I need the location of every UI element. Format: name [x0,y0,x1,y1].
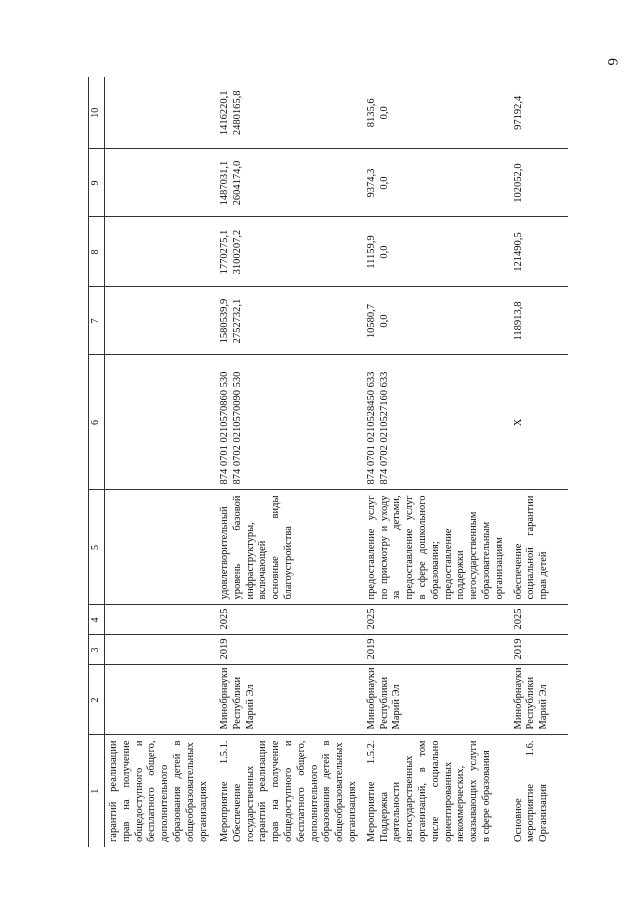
start-year-cell: 2019 [363,635,510,665]
amount-value: 102052,0 [512,163,524,203]
budget-code-cell [216,355,363,490]
table-header-row [89,77,105,847]
header-cell: 1 [89,735,105,847]
header-cell: 9 [89,149,105,217]
amount-value: 0,0 [378,314,390,328]
table-row-main-activity-1-6 [510,77,568,847]
amount-cell [363,77,510,149]
header-cell: 4 [89,605,105,635]
amount-cell [216,149,363,217]
result-cell: предоставление услуг по присмотру и уходу за детьми, предоставление услуг в сфере дошкольного образования; предоставление поддержки негосударственным образовательным организациям [363,490,510,605]
executor-cell: Минобрнауки Республики Марий Эл [510,665,568,735]
executor-cell: Минобрнауки Республики Марий Эл [363,665,510,735]
start-year-cell: 2019 [510,635,568,665]
executor-cell [105,665,217,735]
budget-code-cell [105,355,217,490]
header-cell: 2 [89,665,105,735]
amount-cell [216,77,363,149]
activity-name-cell: Мероприятие 1.5.2. Поддержка деятельности негосударственных организаций, в том числе социально ориентированных некоммерческих, оказывающих услуги в сфере образования [365,740,492,842]
end-year-cell [105,605,217,635]
header-cell: 3 [89,635,105,665]
end-year-cell: 2025 [363,605,510,635]
activity-name-cell: гарантий реализации прав на получение общедоступного и бесплатного общего, дополнительного образования детей в общеобразовательных организациях [108,740,209,842]
amount-cell [216,287,363,355]
start-year-cell: 2019 [216,635,363,665]
amount-value: 2480165,8 [231,90,243,136]
amount-cell [510,217,568,287]
start-year-cell [105,635,217,665]
amount-cell [363,287,510,355]
amount-cell [510,149,568,217]
amount-value: 9374,3 [365,168,377,198]
result-cell: обеспечение социальной гарантии прав детей [510,490,568,605]
amount-cell [105,217,217,287]
result-cell: удовлетворительный уровень базовой инфраструктуры, включающей основные виды благоустройства [216,490,363,605]
budget-code: 874 0701 0210570860 530 [219,371,230,485]
page-number: 6 [604,58,620,66]
amount-cell [363,217,510,287]
amount-value: 11159,9 [365,235,377,269]
result-cell [105,490,217,605]
activity-name-cell: Основное мероприятие 1.6. Организация [512,740,550,842]
amount-value: 0,0 [378,245,390,259]
program-activities-table [88,77,568,847]
amount-value: 2604174,0 [231,160,243,206]
amount-value: 2752732,1 [231,298,243,344]
amount-cell [363,149,510,217]
amount-value: 8135,6 [365,98,377,128]
amount-value: 1416220,1 [219,90,230,136]
executor-cell: Минобрнауки Республики Марий Эл [216,665,363,735]
amount-value: 121490,5 [512,232,524,272]
activity-name-cell: Мероприятие 1.5.1. Обеспечение государственных гарантий реализации прав на получение общедоступного и бесплатного общего, дополнительного образования детей в общеобразовательных организациях [219,740,358,842]
amount-cell [216,217,363,287]
table-row-continuation [105,77,217,847]
header-cell: 10 [89,77,105,149]
amount-cell [105,77,217,149]
end-year-cell: 2025 [216,605,363,635]
header-cell: 8 [89,217,105,287]
budget-code: 874 0702 0210527160 633 [378,371,390,485]
header-cell: 7 [89,287,105,355]
amount-value: 1487031,1 [219,160,230,206]
amount-cell [510,77,568,149]
header-cell: 6 [89,355,105,490]
amount-value: 10580,7 [365,303,377,339]
amount-value: 97192,4 [512,95,524,130]
amount-cell [105,149,217,217]
amount-value: 0,0 [378,106,390,120]
amount-value: 118913,8 [512,301,524,341]
budget-code: 874 0702 0210570090 530 [231,371,243,485]
budget-code-cell [363,355,510,490]
amount-value: 3100207,2 [231,229,243,275]
amount-value: 1770275,1 [219,229,230,275]
amount-value: 0,0 [378,176,390,190]
budget-code-cell [510,355,568,490]
table-row-activity-1-5-1 [216,77,363,847]
end-year-cell: 2025 [510,605,568,635]
rotated-table-container [88,77,639,847]
budget-code: 874 0701 0210528450 633 [365,371,377,485]
table-row-activity-1-5-2 [363,77,510,847]
amount-cell [510,287,568,355]
amount-value: 1580539,9 [219,298,230,344]
amount-cell [105,287,217,355]
header-cell: 5 [89,490,105,605]
budget-code: Х [512,418,524,427]
